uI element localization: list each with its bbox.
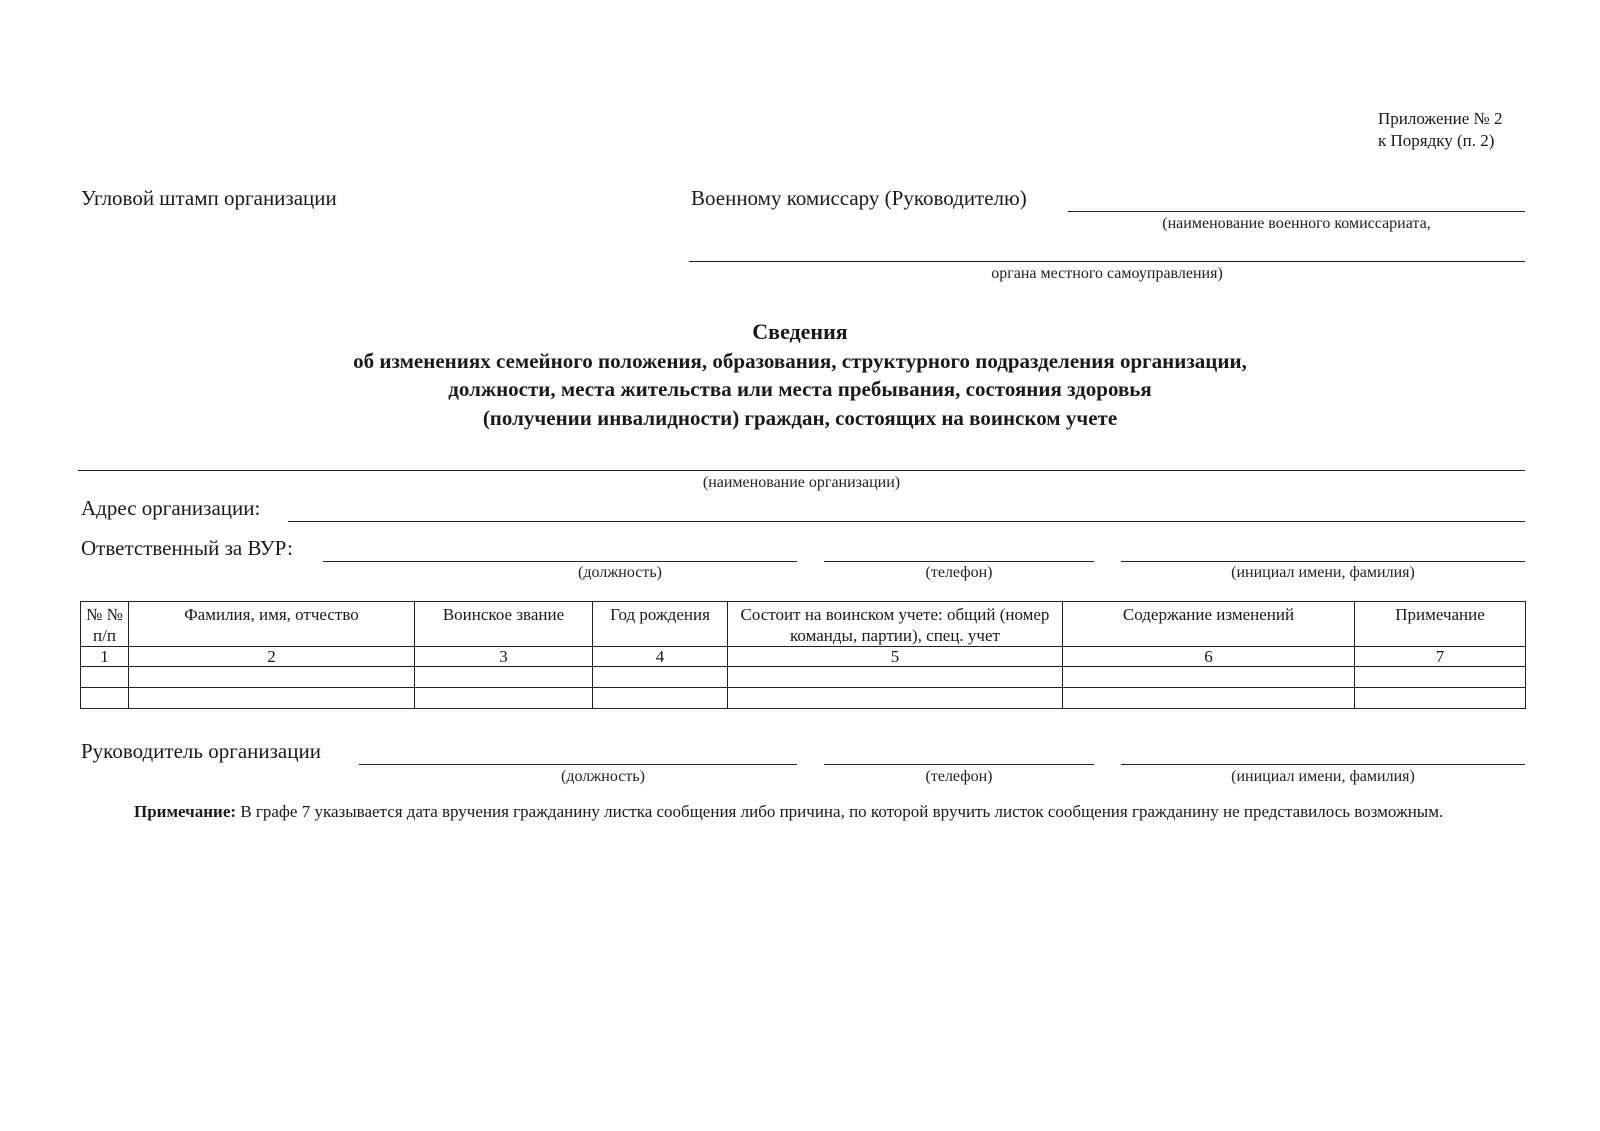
- table-cell[interactable]: [593, 667, 728, 688]
- title-line-1: об изменениях семейного положения, образования, структурного подразделения организации,: [353, 348, 1247, 373]
- responsible-label: Ответственный за ВУР:: [81, 536, 293, 560]
- appendix-order-ref: к Порядку (п. 2): [1378, 131, 1495, 150]
- title-main: Сведения: [752, 319, 848, 344]
- table-header-row: [81, 602, 1526, 647]
- column-number: 1: [81, 647, 129, 667]
- column-number: 5: [728, 647, 1063, 667]
- header-note: Примечание: [1355, 602, 1526, 647]
- table-cell[interactable]: [129, 667, 415, 688]
- head-phone-caption: (телефон): [925, 768, 993, 785]
- title-line-3: (получении инвалидности) граждан, состоящих на воинском учете: [482, 405, 1118, 430]
- head-of-org-label: Руководитель организации: [81, 739, 321, 763]
- table-row: [81, 667, 1526, 688]
- footnote-text: В графе 7 указывается дата вручения гражданину листка сообщения либо причина, по которой вручить листок сообщения гражданину не представилось возможным.: [236, 802, 1444, 821]
- header-military-rank: Воинское звание: [415, 602, 593, 647]
- column-number: 7: [1355, 647, 1526, 667]
- addressee-line-1[interactable]: [1068, 211, 1525, 212]
- appendix-number: Приложение № 2: [1378, 109, 1503, 128]
- document-title: [0, 318, 1600, 432]
- table-cell[interactable]: [415, 688, 593, 709]
- responsible-position-caption: (должность): [578, 564, 662, 581]
- column-number: 2: [129, 647, 415, 667]
- responsible-phone-caption: (телефон): [925, 564, 993, 581]
- column-number: 3: [415, 647, 593, 667]
- header-full-name: Фамилия, имя, отчество: [129, 602, 415, 647]
- responsible-phone-line[interactable]: [824, 561, 1094, 562]
- organization-name-line[interactable]: [78, 470, 1525, 471]
- column-number: 4: [593, 647, 728, 667]
- head-position-caption: (должность): [561, 768, 645, 785]
- header-birth-year: Год рождения: [593, 602, 728, 647]
- responsible-name-caption: (инициал имени, фамилия): [1231, 564, 1415, 581]
- table-cell[interactable]: [129, 688, 415, 709]
- table-cell[interactable]: [415, 667, 593, 688]
- addressee-line-2[interactable]: [689, 261, 1525, 262]
- changes-table: [80, 601, 1526, 709]
- addressee-label: Военному комиссару (Руководителю): [691, 186, 1027, 210]
- header-registration-status: Состоит на воинском учете: общий (номер команды, партии), спец. учет: [728, 602, 1063, 647]
- responsible-name-line[interactable]: [1121, 561, 1525, 562]
- table-cell[interactable]: [81, 667, 129, 688]
- table-cell[interactable]: [1355, 688, 1526, 709]
- table-cell[interactable]: [1355, 667, 1526, 688]
- table-cell[interactable]: [728, 667, 1063, 688]
- table-row: [81, 688, 1526, 709]
- table-cell[interactable]: [728, 688, 1063, 709]
- footnote: [81, 801, 1525, 823]
- responsible-position-line[interactable]: [323, 561, 797, 562]
- address-line[interactable]: [288, 521, 1525, 522]
- head-position-line[interactable]: [359, 764, 797, 765]
- footnote-label: Примечание:: [134, 802, 237, 821]
- corner-stamp-label: Угловой штамп организации: [81, 186, 337, 210]
- appendix-reference: [1378, 108, 1502, 152]
- table-cell[interactable]: [593, 688, 728, 709]
- addressee-caption-1: (наименование военного комиссариата,: [1162, 215, 1431, 232]
- column-number: 6: [1063, 647, 1355, 667]
- table-cell[interactable]: [1063, 688, 1355, 709]
- addressee-caption-2: органа местного самоуправления): [991, 265, 1223, 282]
- address-label: Адрес организации:: [81, 496, 261, 520]
- table-cell[interactable]: [1063, 667, 1355, 688]
- head-phone-line[interactable]: [824, 764, 1094, 765]
- header-row-number: № № п/п: [81, 602, 129, 647]
- head-name-caption: (инициал имени, фамилия): [1231, 768, 1415, 785]
- head-name-line[interactable]: [1121, 764, 1525, 765]
- table-cell[interactable]: [81, 688, 129, 709]
- title-line-2: должности, места жительства или места пребывания, состояния здоровья: [448, 377, 1152, 401]
- organization-name-caption: (наименование организации): [702, 474, 901, 491]
- table-column-numbers-row: [81, 647, 1526, 667]
- header-changes-content: Содержание изменений: [1063, 602, 1355, 647]
